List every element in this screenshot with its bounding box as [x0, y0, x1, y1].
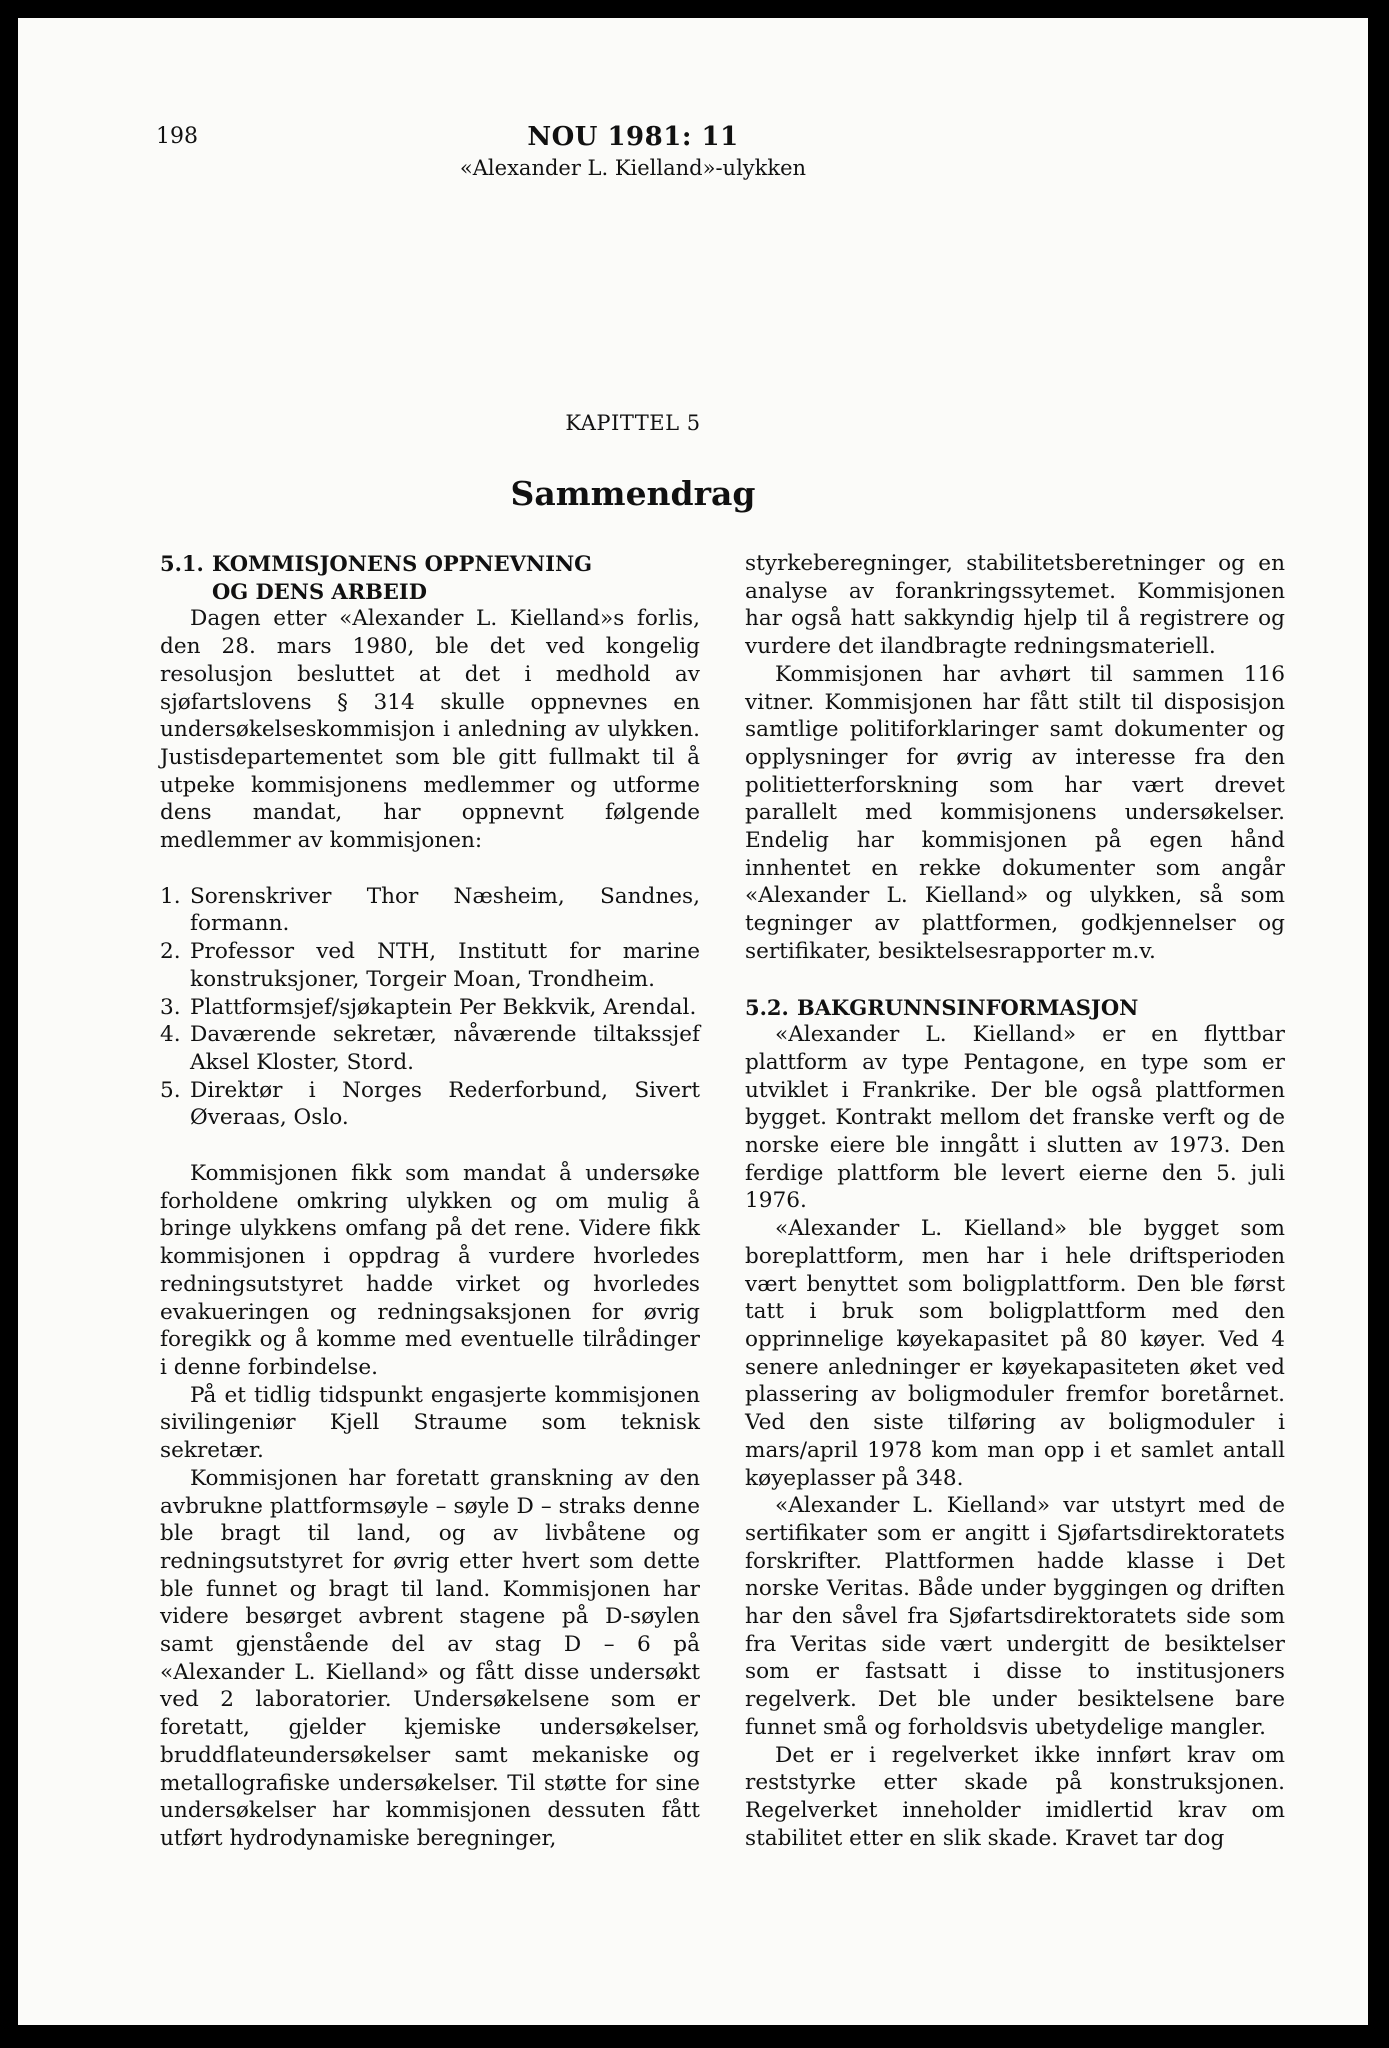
list-number: 1.	[160, 883, 181, 909]
list-number: 5.	[160, 1077, 181, 1103]
list-number: 4.	[160, 1022, 181, 1048]
list-item	[160, 1021, 700, 1076]
list-item-text: Daværende sekretær, nåværende tiltakssjef Aksel Kloster, Stord.	[190, 1022, 700, 1075]
section-heading-line1: KOMMISJONENS OPPNEVNING	[212, 551, 593, 576]
list-item	[160, 994, 700, 1022]
running-header	[18, 122, 1248, 180]
paragraph: «Alexander L. Kielland» ble bygget som boreplattform, men har i hele driftsperioden vært benyttet som boligplattform. Den ble først tatt i bruk som boligplattform med den opprinnelige køyekapasitet på 80 køyer. Ved 4 senere anledninger er køyekapasiteten øket ved plassering av boligmoduler fremfor boretårnet. Ved den siste tilføring av boligmoduler i mars/april 1978 kom man opp i et samlet antall køyeplasser på 348.	[745, 1216, 1285, 1491]
list-item-text: Sorenskriver Thor Næsheim, Sandnes, formann.	[190, 883, 700, 937]
list-item	[160, 938, 700, 993]
list-item	[160, 883, 700, 938]
page-number: 198	[156, 124, 198, 149]
left-column	[160, 550, 700, 1853]
document-page	[18, 18, 1368, 2025]
chapter-label: KAPITTEL 5	[565, 411, 701, 435]
section-number: 5.1.	[160, 551, 204, 576]
section-heading-5-2	[745, 994, 1285, 1022]
list-item	[160, 1077, 700, 1132]
paragraph: På et tidlig tidspunkt engasjerte kommisjonen sivilingeniør Kjell Straume som teknisk sekretær.	[160, 1382, 700, 1464]
report-title: NOU 1981: 11	[527, 122, 739, 152]
paragraph: Det er i regelverket ikke innført krav om reststyrke etter skade på konstruksjonen. Regelverket inneholder imidlertid krav om stabilitet etter en slik skade. Kravet tar dog	[745, 1742, 1285, 1851]
list-item-text: Direktør i Norges Rederforbund, Sivert Øveraas, Oslo.	[190, 1077, 700, 1131]
list-number: 2.	[160, 939, 181, 965]
paragraph: «Alexander L. Kielland» er en flyttbar plattform av type Pentagone, en type som er utviklet i Frankrike. Der ble også plattformen bygget. Kontrakt mellom det franske verft og de norske eiere ble inngått i slutten av 1973. Den ferdige plattform ble levert eierne den 5. juli 1976.	[745, 1022, 1285, 1214]
report-subtitle: «Alexander L. Kielland»-ulykken	[459, 156, 807, 180]
paragraph: Kommisjonen fikk som mandat å undersøke forholdene omkring ulykken og om mulig å bringe ulykkens omfang på det rene. Videre fikk kommisjonen i oppdrag å vurdere hvorledes redningsutstyret hadde virket og hvorledes evakueringen og redningsaksjonen for øvrig foregikk og å komme med eventuelle tilrådinger i denne forbindelse.	[160, 1161, 700, 1380]
section-heading-line2: OG DENS ARBEID	[212, 578, 427, 604]
member-list	[160, 883, 700, 1132]
section-number: 5.2.	[745, 994, 789, 1020]
paragraph: Kommisjonen har foretatt granskning av den avbrukne plattformsøyle – søyle D – straks denne ble bragt til land, og av livbåtene og redningsutstyret for øvrig etter hvert som dette ble funnet og bragt til land. Kommisjonen har videre besørget avbrent stagene på D-søylen samt gjenstående del av stag D – 6 på «Alexander L. Kielland» og fått disse undersøkt ved 2 laboratorier. Undersøkelsene som er foretatt, gjelder kjemiske undersøkelser, bruddflateundersøkelser samt mekaniske og metallografiske undersøkelser. Til støtte for sine undersøkelser har kommisjonen dessuten fått utført hydrodynamiske beregninger,	[160, 1465, 700, 1851]
section-heading-text: BAKGRUNNSINFORMASJON	[797, 994, 1139, 1020]
list-number: 3.	[160, 994, 181, 1020]
paragraph: Kommisjonen har avhørt til sammen 116 vitner. Kommisjonen har fått stilt til disposisjon samtlige politiforklaringer samt dokumenter og opplysninger for øvrig av interesse fra den politietterforskning som har vært drevet parallelt med kommisjonens undersøkelser. Endelig har kommisjonen på egen hånd innhentet en rekke dokumenter som angår «Alexander L. Kielland» og ulykken, så som tegninger av plattformen, godkjennelser og sertifikater, besiktelsesrapporter m.v.	[745, 661, 1285, 964]
list-item-text: Professor ved NTH, Institutt for marine konstruksjoner, Torgeir Moan, Trondheim.	[190, 939, 700, 992]
list-item-text: Plattformsjef/sjøkaptein Per Bekkvik, Arendal.	[190, 994, 697, 1020]
section-heading-5-1	[160, 550, 700, 605]
right-column	[745, 550, 1285, 1852]
paragraph: Dagen etter «Alexander L. Kielland»s forlis, den 28. mars 1980, ble det ved kongelig resolusjon besluttet at det i medhold av sjøfartslovens § 314 skulle oppnevnes en undersøkelseskommisjon i anledning av ulykken. Justisdepartementet som ble gitt fullmakt til å utpeke kommisjonens medlemmer og utforme dens mandat, har oppnevnt følgende medlemmer av kommisjonen:	[160, 606, 700, 854]
paragraph: «Alexander L. Kielland» var utstyrt med de sertifikater som er angitt i Sjøfartsdirektoratets forskrifter. Plattformen hadde klasse i Det norske Veritas. Både under byggingen og driften har den såvel fra Sjøfartsdirektoratets side som fra Veritas side vært undergitt de besiktelser som er fastsatt i disse to institusjoners regelverk. Det ble under besiktelsene bare funnet små og forholdsvis ubetydelige mangler.	[745, 1493, 1285, 1740]
chapter-title: Sammendrag	[510, 474, 756, 513]
paragraph-continued: styrkeberegninger, stabilitetsberetninger og en analyse av forankringssytemet. Kommisjonen har også hatt sakkyndig hjelp til å registrere og vurdere det ilandbragte redningsmateriell.	[745, 551, 1285, 660]
